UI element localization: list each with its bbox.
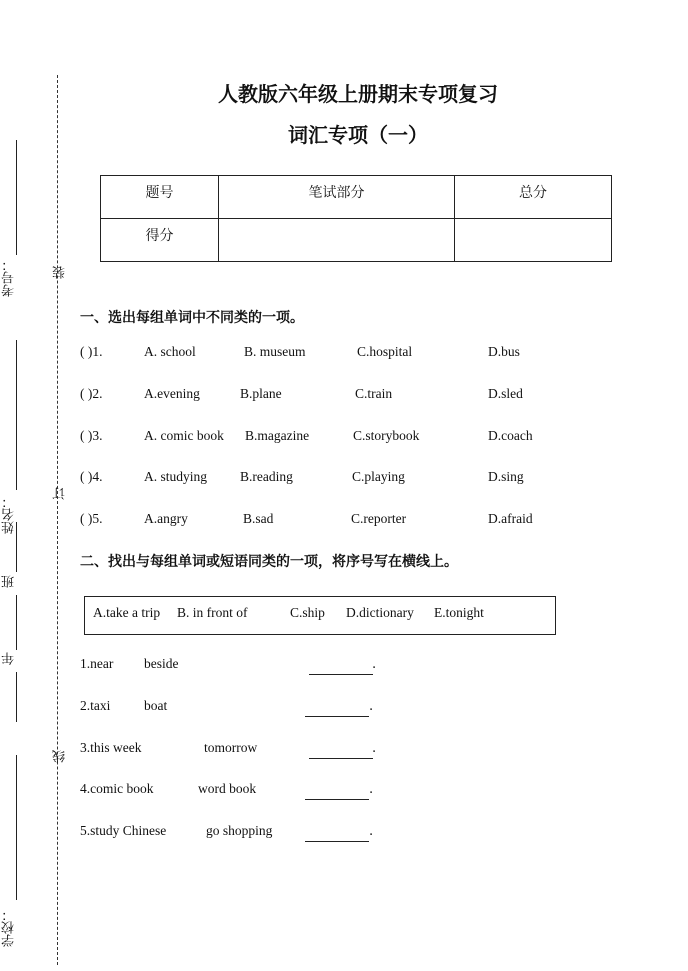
blank-dot: . [372, 741, 377, 756]
option-d: D.coach [488, 428, 533, 443]
answer-blank[interactable] [305, 702, 369, 717]
match-word-2: go shopping [206, 823, 273, 838]
blank-dot: . [369, 782, 374, 797]
option-d: D.afraid [488, 511, 533, 526]
match-word-2: beside [144, 656, 179, 671]
answer-blank[interactable] [305, 785, 369, 800]
table-row-label: 得分 [101, 219, 219, 262]
binding-char-xian: 线 [53, 750, 68, 763]
match-word-1: 4.comic book [80, 781, 154, 796]
option-b: B.reading [240, 469, 293, 484]
match-word-2: boat [144, 698, 168, 713]
option-a: A.angry [144, 511, 188, 526]
table-row [101, 176, 612, 219]
question-number: ( )1. [80, 344, 103, 359]
school-label: 学校： [2, 908, 17, 947]
option-c: C.playing [352, 469, 405, 484]
question-number: ( )3. [80, 428, 103, 443]
option-b: B.sad [243, 511, 274, 526]
option-item: C.ship [290, 605, 325, 620]
table-header-cell: 总分 [455, 176, 612, 219]
grade-label: 年 [2, 652, 17, 665]
score-cell-written[interactable] [219, 219, 455, 262]
match-word-1: 2.taxi [80, 698, 111, 713]
binding-char-ding: 订 [53, 487, 68, 500]
option-d: D.bus [488, 344, 520, 359]
answer-blank[interactable] [309, 660, 373, 675]
grade-rule-2 [16, 672, 17, 722]
blank-dot: . [372, 657, 377, 672]
option-c: C.hospital [357, 344, 413, 359]
class-label: 班 [2, 575, 17, 588]
table-header-cell: 笔试部分 [219, 176, 455, 219]
option-d: D.sled [488, 386, 523, 401]
option-item: E.tonight [434, 605, 484, 620]
table-row [101, 219, 612, 262]
option-box [84, 596, 556, 635]
option-b: B. museum [244, 344, 306, 359]
class-rule [16, 522, 17, 572]
answer-blank[interactable] [305, 827, 369, 842]
option-b: B.magazine [245, 428, 310, 443]
blank-dot: . [369, 699, 374, 714]
score-cell-total[interactable] [455, 219, 612, 262]
option-c: C.reporter [351, 511, 407, 526]
page-subtitle: 词汇专项（一） [288, 123, 428, 147]
section-1-heading: 一、选出每组单词中不同类的一项。 [80, 310, 304, 326]
match-word-1: 5.study Chinese [80, 823, 167, 838]
answer-blank[interactable] [309, 744, 373, 759]
option-item: A.take a trip [93, 605, 161, 620]
school-rule [16, 755, 17, 900]
match-word-2: tomorrow [204, 740, 258, 755]
question-number: ( )5. [80, 511, 103, 526]
option-a: A. school [144, 344, 196, 359]
question-number: ( )4. [80, 469, 103, 484]
option-c: C.train [355, 386, 393, 401]
page-title: 人教版六年级上册期末专项复习 [218, 82, 498, 106]
option-item: B. in front of [177, 605, 248, 620]
exam-no-label: 考号： [2, 258, 17, 297]
section-2-heading: 二、找出与每组单词或短语同类的一项，将序号写在横线上。 [80, 554, 458, 570]
option-d: D.sing [488, 469, 524, 484]
binding-char-zhuang: 装 [53, 266, 68, 279]
option-c: C.storybook [353, 428, 420, 443]
option-a: A. studying [144, 469, 208, 484]
name-rule [16, 340, 17, 490]
option-item: D.dictionary [346, 605, 414, 620]
name-label: 姓名： [2, 495, 17, 534]
option-a: A.evening [144, 386, 200, 401]
match-word-2: word book [198, 781, 257, 796]
binding-dashed-line [57, 75, 58, 965]
match-word-1: 1.near [80, 656, 114, 671]
exam-no-rule [16, 140, 17, 255]
blank-dot: . [369, 824, 374, 839]
match-word-1: 3.this week [80, 740, 142, 755]
grade-rule [16, 595, 17, 650]
score-table [100, 175, 612, 262]
table-header-cell: 题号 [101, 176, 219, 219]
option-b: B.plane [240, 386, 282, 401]
question-number: ( )2. [80, 386, 103, 401]
option-a: A. comic book [144, 428, 224, 443]
